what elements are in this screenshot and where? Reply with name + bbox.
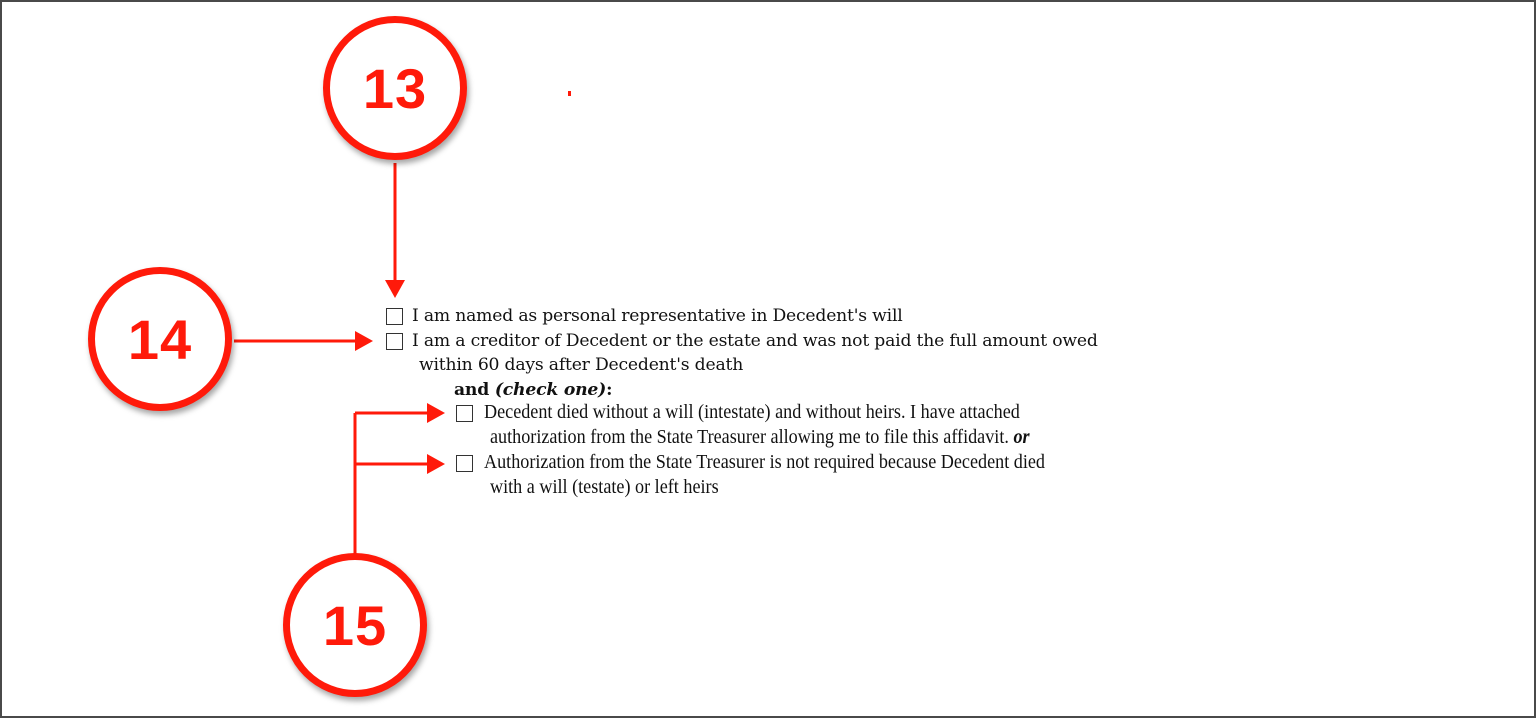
option-label: I am a creditor of Decedent or the estate and was not paid the full amount owed	[412, 331, 1098, 351]
callout-13	[323, 16, 467, 160]
arrowhead-right-icon	[355, 331, 373, 351]
callout-number: 15	[322, 593, 388, 657]
checkbox-intestate[interactable]	[456, 405, 473, 422]
arrowhead-right-icon	[427, 403, 445, 423]
option-label: I am named as personal representative in Decedent's will	[412, 306, 903, 326]
checkbox-personal-representative[interactable]	[386, 308, 403, 325]
sub-option-label-continued	[490, 427, 1030, 449]
sub-option-label-continued: with a will (testate) or left heirs	[490, 477, 719, 498]
callout-number: 13	[362, 56, 428, 120]
arrowhead-down-icon	[385, 280, 405, 298]
sub-option-or: or	[1013, 427, 1030, 448]
sub-heading-and: and	[454, 380, 495, 400]
sub-option-text: authorization from the State Treasurer allowing me to file this affidavit.	[490, 427, 1009, 448]
arrowhead-right-icon	[427, 454, 445, 474]
checkbox-testate[interactable]	[456, 455, 473, 472]
callout-15	[283, 553, 427, 697]
stray-red-mark	[568, 91, 571, 96]
checkbox-creditor[interactable]	[386, 333, 403, 350]
callout-14	[88, 267, 232, 411]
sub-heading-check-one: (check one)	[494, 380, 607, 400]
sub-heading-colon: :	[606, 380, 613, 400]
callout-number: 14	[127, 307, 193, 371]
sub-option-label: Authorization from the State Treasurer is not required because Decedent died	[484, 452, 1046, 473]
sub-option-label: Decedent died without a will (intestate) and without heirs. I have attached	[484, 402, 1020, 423]
option-label-continued: within 60 days after Decedent's death	[419, 355, 744, 375]
sub-heading	[454, 380, 612, 400]
